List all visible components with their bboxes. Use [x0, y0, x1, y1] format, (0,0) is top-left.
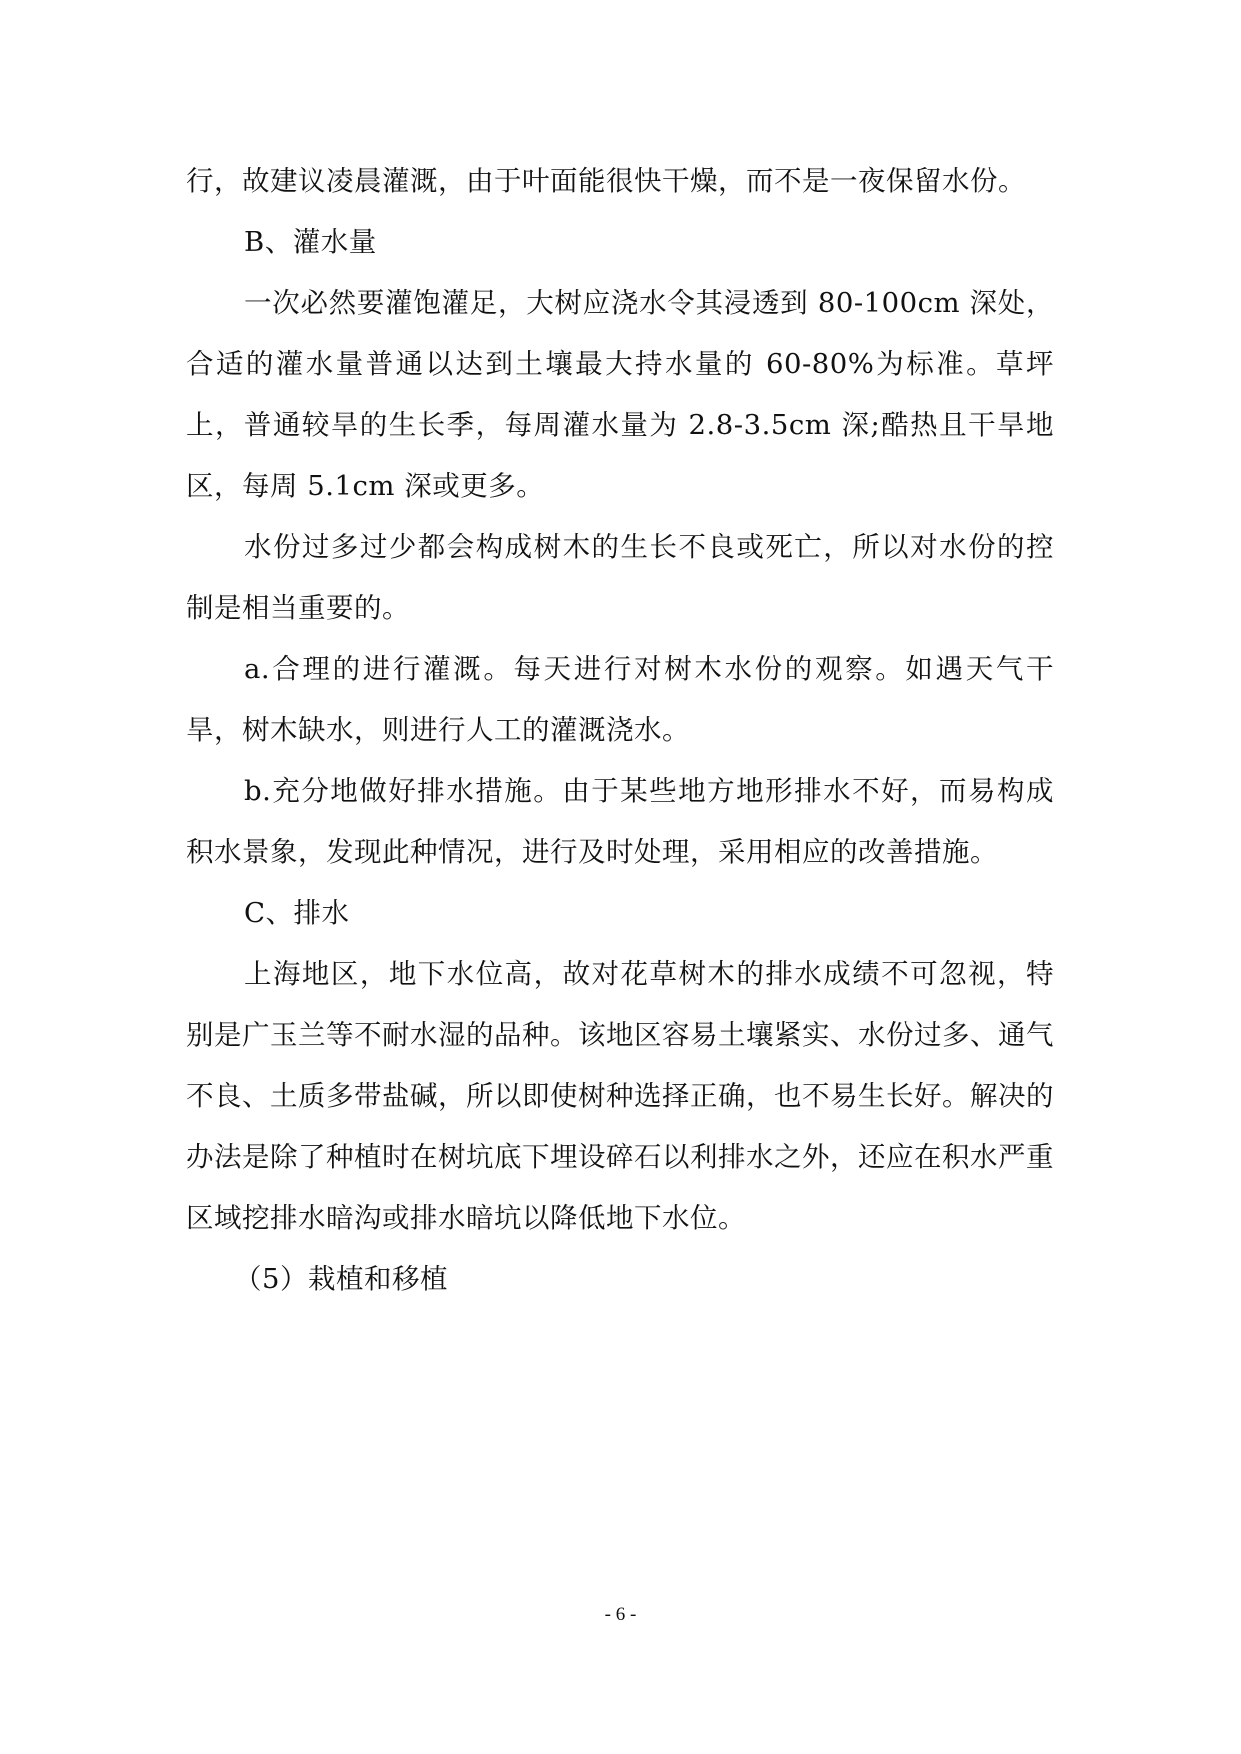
heading-drainage: C、排水 [244, 897, 350, 929]
paragraph-item-a-irrigation: a.合理的进行灌溉。每天进行对树木水份的观察。如遇天气干旱，树木缺水，则进行人工的灌溉浇水。 [186, 653, 1054, 746]
paragraph-water-control: 水份过多过少都会构成树木的生长不良或死亡，所以对水份的控制是相当重要的。 [186, 531, 1054, 624]
heading-watering-amount: B、灌水量 [244, 226, 377, 258]
paragraph-watering-amount: 一次必然要灌饱灌足，大树应浇水令其浸透到 80-100cm 深处，合适的灌水量普通以达到土壤最大持水量的 60-80%为标准。草坪上，普通较旱的生长季，每周灌水量为 2.8-3.5cm 深;酷热且干旱地区，每周 5.1cm 深或更多。 [186, 287, 1055, 502]
paragraph-item-b-drainage: b.充分地做好排水措施。由于某些地方地形排水不好，而易构成积水景象，发现此种情况，进行及时处理，采用相应的改善措施。 [186, 775, 1054, 868]
page-body [186, 151, 1054, 1310]
paragraph-watering-time-continued: 行，故建议凌晨灌溉，由于叶面能很快干燥，而不是一夜保留水份。 [186, 165, 1026, 197]
page-number: - 6 - [604, 1604, 637, 1625]
paragraph-shanghai-drainage: 上海地区，地下水位高，故对花草树木的排水成绩不可忽视，特别是广玉兰等不耐水湿的品种。该地区容易土壤紧实、水份过多、通气不良、土质多带盐碱，所以即使树种选择正确，也不易生长好。解决的办法是除了种植时在树坑底下埋设碎石以利排水之外，还应在积水严重区域挖排水暗沟或排水暗坑以降低地下水位。 [186, 958, 1054, 1234]
heading-planting-and-transplanting: （5）栽植和移植 [234, 1263, 448, 1295]
